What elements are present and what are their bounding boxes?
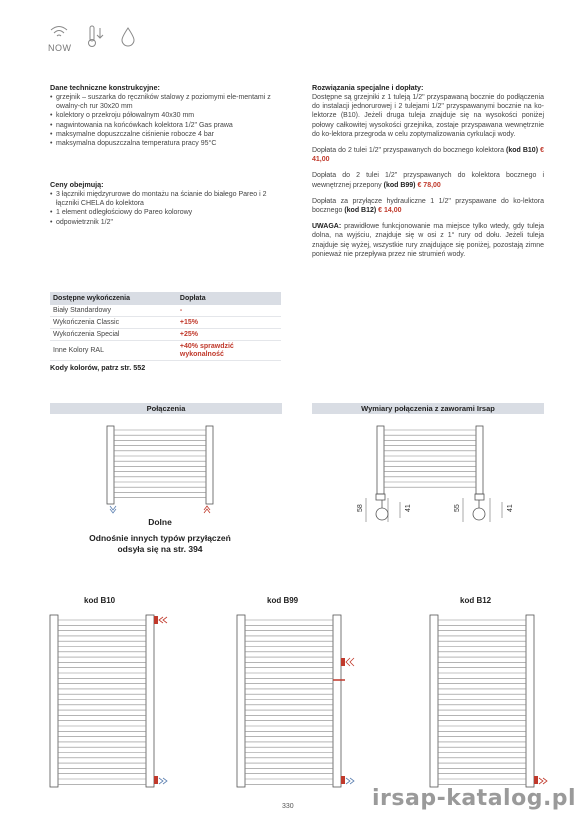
finish-value: +15% <box>177 317 281 329</box>
table-row <box>50 329 281 341</box>
list-item: • maksymalna dopuszczalna temperatura pracy 95°C <box>50 139 282 148</box>
list-item: • 1 element odległościowy do Pareo kolorowy <box>50 208 282 217</box>
connections-drawing <box>100 418 220 518</box>
dim-right-height: 55 <box>454 504 461 512</box>
list-item: • nagwintowania na końcówkach kolektora 1/2" Gas prawa <box>50 121 282 130</box>
code-b10-label: kod B10 <box>84 596 116 605</box>
special-paragraph: Dostępne są grzejniki z 1 tuleją 1/2" przyspawaną bocznie do podłączenia do instalacji jednorurowej i 2 tulejami 1/2" przyspawanymi bocznie na ko-lektorze (B10). Jeżeli druga tuleja znajduje się na wysokości poniżej połowy całkowitej wysokości grzejnika, zostaje przyspawana wewnętrznie do ko-lektora przegroda w celu zoptymalizowania cyrkulacji wody. <box>312 94 544 138</box>
inlet-arrow-icon <box>346 778 354 784</box>
inlet-arrow-icon <box>159 778 167 784</box>
watermark: irsap-katalog.pl <box>372 786 577 811</box>
list-item: • 3 łączniki międzyrurowe do montażu na ścianie do białego Pareo i 2 łączniki CHELA do kolektora <box>50 190 282 208</box>
outlet-arrow-icon <box>159 617 167 623</box>
finishes-note: Kody kolorów, patrz str. 552 <box>50 363 146 372</box>
table-row <box>50 341 281 361</box>
dimensions-bar: Wymiary połączenia z zaworami Irsap <box>312 403 544 414</box>
radiator-b10-drawing <box>45 610 175 795</box>
connections-note: Odnośnie innych typów przyłączeń odsyła się na str. 394 <box>89 533 231 554</box>
dim-left-height: 58 <box>357 504 364 512</box>
finish-value: +25% <box>177 329 281 341</box>
surcharge-b99: Dopłata do 2 tulei 1/2" przyspawanych do kolektora bocznego i wewnętrznej przepony (kod B99) € 78,00 <box>312 172 544 189</box>
page-number: 330 <box>282 803 294 810</box>
list-item: • maksymalne dopuszczalne ciśnienie robocze 4 bar <box>50 130 282 139</box>
radiator-b99-drawing <box>232 610 362 795</box>
tech-list <box>50 93 282 148</box>
code-b99-label: kod B99 <box>267 596 299 605</box>
prices-section <box>50 180 282 227</box>
list-item: • grzejnik – suszarka do ręczników stalowy z poziomymi ele-mentami z owalny-ch rur 30x20 mm <box>50 93 282 111</box>
inlet-arrow-icon <box>539 778 547 784</box>
finishes-table <box>50 292 281 361</box>
table-header: Dostępne wykończenia <box>50 292 177 305</box>
connections-bar: Połączenia <box>50 403 282 414</box>
prices-list <box>50 190 282 227</box>
list-item: • odpowietrznik 1/2" <box>50 218 282 227</box>
table-row <box>50 305 281 317</box>
dim-left-width: 41 <box>405 504 412 512</box>
surcharge-b12: Dopłata za przyłącze hydrauliczne 1 1/2" przyspawane do ko-lektora bocznego (kod B12) € 14,00 <box>312 197 544 215</box>
warning-paragraph: UWAGA: prawidłowe funkcjonowanie ma miejsce tylko wtedy, gdy tuleja dolna, na wyjściu, znajduje się w osi z 1° rury od dołu. Jeżeli tuleja znajduje się wyżej, wszystkie rury znajdujące się poniżej, pozostają zimne ponieważ nie przepływa przez nie strumień wody. <box>312 223 544 258</box>
table-row <box>50 317 281 329</box>
dim-right-width: 41 <box>507 504 514 512</box>
connections-label: Dolne <box>148 517 172 527</box>
now-wifi-icon <box>48 24 72 53</box>
finish-name: Wykończenia Classic <box>50 317 177 329</box>
radiator-b12-drawing <box>425 610 555 795</box>
special-section <box>312 83 544 266</box>
list-item: • kolektory o przekroju półowalnym 40x30 mm <box>50 111 282 120</box>
header-icons <box>48 24 136 53</box>
water-drop-icon <box>120 26 136 53</box>
dimensions-drawing <box>350 418 520 528</box>
finish-value: +40% sprawdzić wykonalność <box>177 341 281 361</box>
prices-title: Ceny obejmują: <box>50 180 104 189</box>
now-label: NOW <box>48 43 72 53</box>
finish-value: - <box>177 305 281 317</box>
inlet-arrow-icon <box>110 506 116 513</box>
thermometer-icon <box>86 24 106 53</box>
code-b12-label: kod B12 <box>460 596 492 605</box>
finish-name: Wykończenia Special <box>50 329 177 341</box>
finishes-table-wrap <box>50 292 281 373</box>
surcharge-b10: Dopłata do 2 tulei 1/2" przyspawanych do bocznego kolektora (kod B10) € 41,00 <box>312 147 544 164</box>
tech-section <box>50 83 282 148</box>
outlet-arrow-icon <box>346 658 354 666</box>
outlet-arrow-icon <box>204 506 210 513</box>
finish-name: Biały Standardowy <box>50 305 177 317</box>
finish-name: Inne Kolory RAL <box>50 341 177 361</box>
tech-title: Dane techniczne konstrukcyjne: <box>50 83 160 92</box>
table-header: Dopłata <box>177 292 281 305</box>
special-title: Rozwiązania specjalne i dopłaty: <box>312 83 424 92</box>
